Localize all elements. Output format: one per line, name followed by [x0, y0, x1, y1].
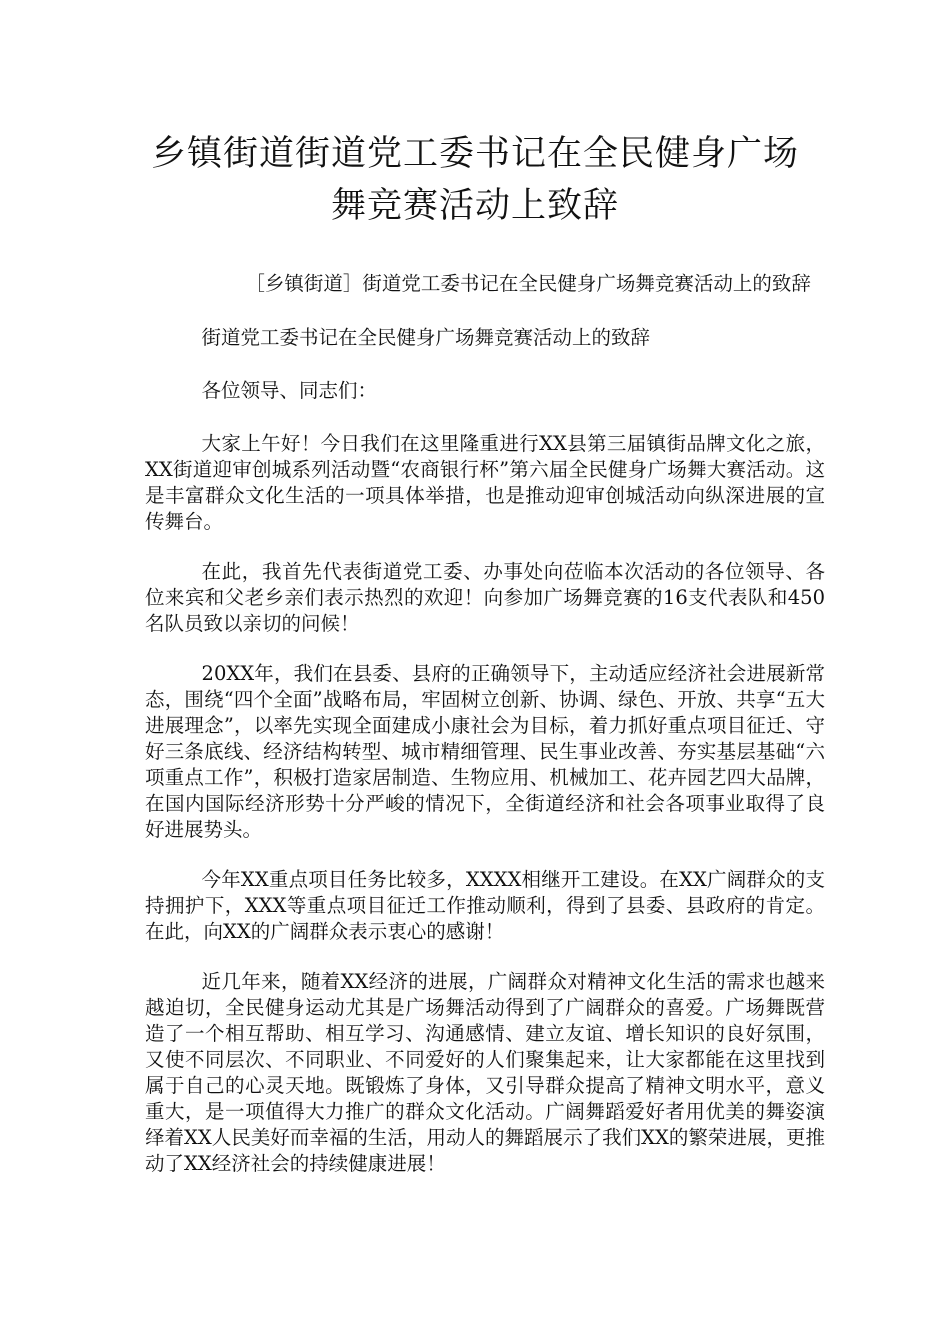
- speech-subtitle: 街道党工委书记在全民健身广场舞竞赛活动上的致辞: [201, 326, 651, 349]
- title-line-2: 舞竞赛活动上致辞: [330, 186, 619, 226]
- body-paragraph: 在此，我首先代表街道党工委、办事处向莅临本次活动的各位领导、各位来宾和父老乡亲们表示热烈的欢迎！向参加广场舞竞赛的16支代表队和450名队员致以亲切的问候！: [145, 560, 825, 635]
- document-body: [145, 271, 825, 1201]
- document-title: [120, 128, 830, 232]
- body-paragraph: 今年XX重点项目任务比较多，XXXX相继开工建设。在XX广阔群众的支持拥护下，XXX等重点项目征迁工作推动顺利，得到了县委、县政府的肯定。在此，向XX的广阔群众表示衷心的感谢！: [145, 868, 825, 943]
- source-line: ［乡镇街道］街道党工委书记在全民健身广场舞竞赛活动上的致辞: [245, 272, 811, 295]
- body-paragraph: 大家上午好！今日我们在这里隆重进行XX县第三届镇街品牌文化之旅，XX街道迎审创城系列活动暨“农商银行杯”第六届全民健身广场舞大赛活动。这是丰富群众文化生活的一项具体举措，也是推动迎审创城活动向纵深进展的宣传舞台。: [145, 432, 825, 533]
- title-line-1: 乡镇街道街道党工委书记在全民健身广场: [150, 134, 799, 174]
- body-paragraph: 20XX年，我们在县委、县府的正确领导下，主动适应经济社会进展新常态，围绕“四个全面”战略布局，牢固树立创新、协调、绿色、开放、共享“五大进展理念”，以率先实现全面建成小康社会为目标，着力抓好重点项目征迁、守好三条底线、经济结构转型、城市精细管理、民生事业改善、夯实基层基础“六项重点工作”，积极打造家居制造、生物应用、机械加工、花卉园艺四大品牌，在国内国际经济形势十分严峻的情况下，全街道经济和社会各项事业取得了良好进展势头。: [145, 662, 825, 841]
- salutation: 各位领导、同志们：: [201, 379, 378, 402]
- body-paragraph: 近几年来，随着XX经济的进展，广阔群众对精神文化生活的需求也越来越迫切，全民健身运动尤其是广场舞活动得到了广阔群众的喜爱。广场舞既营造了一个相互帮助、相互学习、沟通感情、建立友谊、增长知识的良好氛围，又使不同层次、不同职业、不同爱好的人们聚集起来，让大家都能在这里找到属于自己的心灵天地。既锻炼了身体，又引导群众提高了精神文明水平，意义重大，是一项值得大力推广的群众文化活动。广阔舞蹈爱好者用优美的舞姿演绎着XX人民美好而幸福的生活，用动人的舞蹈展示了我们XX的繁荣进展，更推动了XX经济社会的持续健康进展！: [145, 970, 825, 1175]
